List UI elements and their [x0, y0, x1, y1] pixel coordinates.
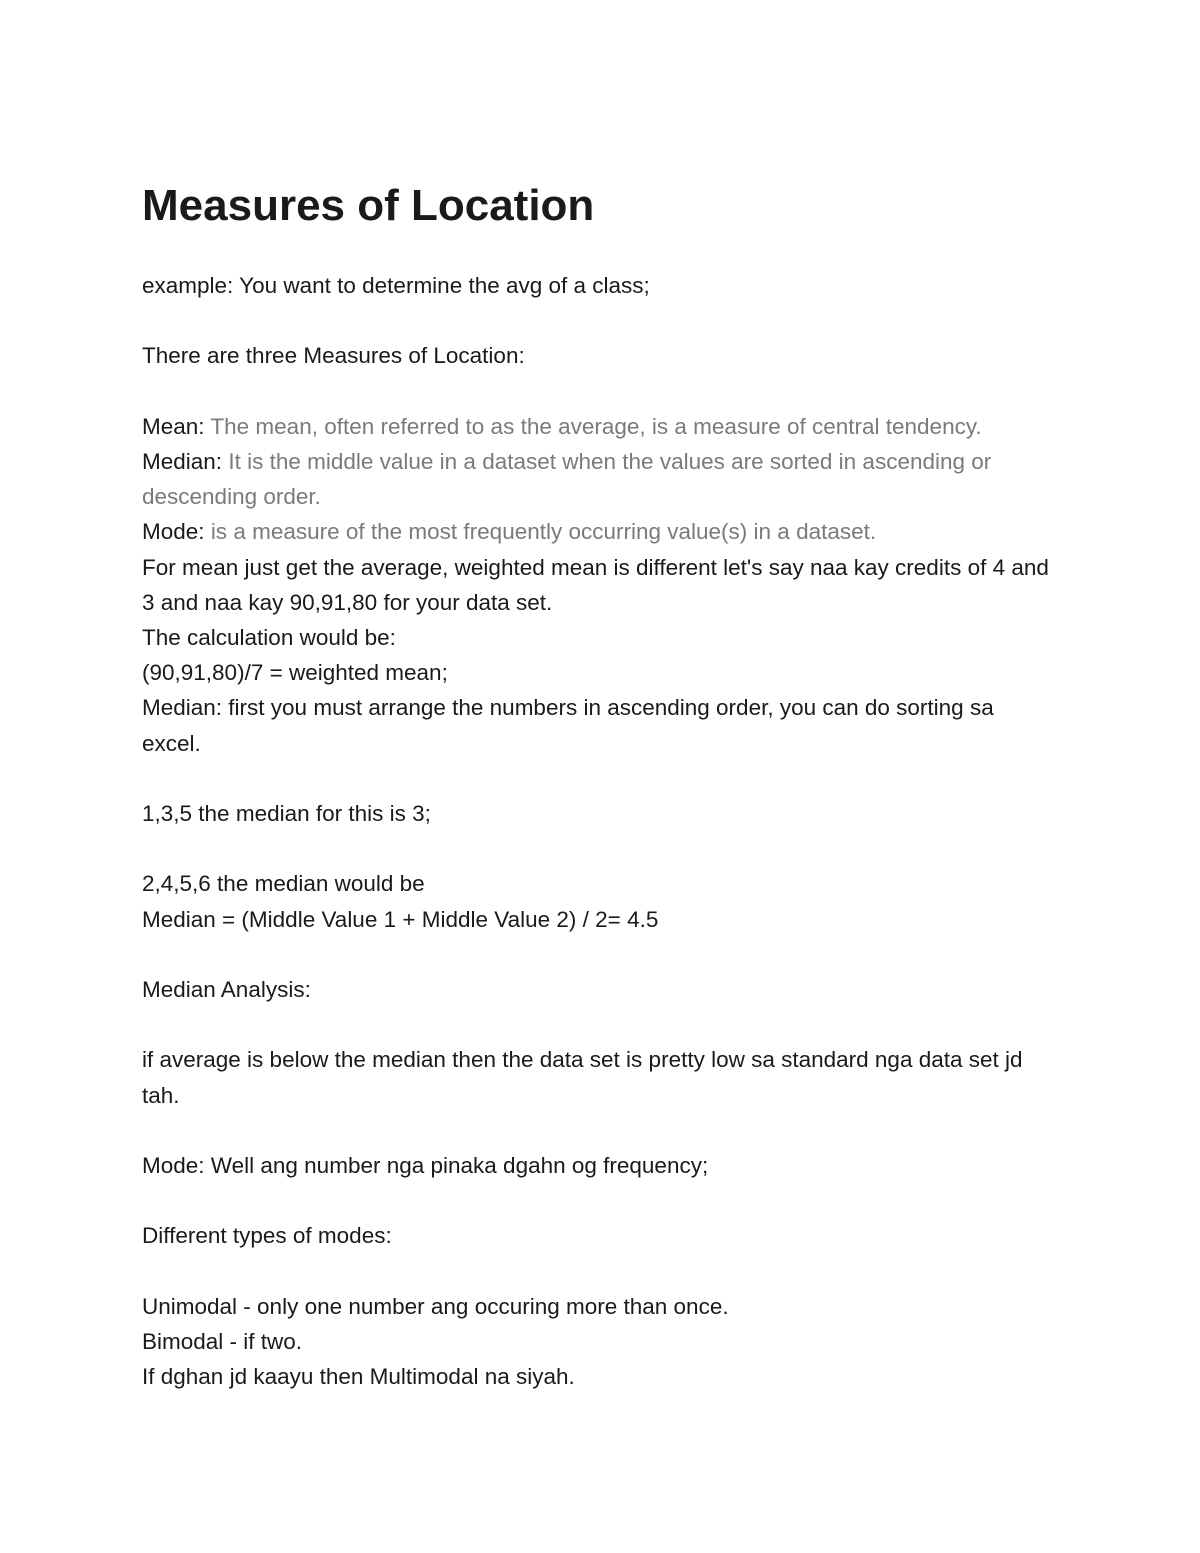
spacer — [142, 303, 1052, 338]
median-text: It is the middle value in a dataset when the values are sorted in ascending or descending order. — [142, 448, 992, 510]
mode-definition — [142, 514, 1052, 549]
spacer — [142, 831, 1052, 866]
spacer — [142, 1007, 1052, 1042]
median-even-example: 2,4,5,6 the median would be — [142, 871, 425, 897]
page-title: Measures of Location — [142, 181, 595, 230]
weighted-mean-line: For mean just get the average, weighted mean is different let's say naa kay credits of 4 and 3 and naa kay 90,91,80 for your data set. — [142, 554, 1049, 615]
three-measures-line: There are three Measures of Location: — [142, 343, 525, 369]
spacer — [142, 937, 1052, 972]
mean-label: Mean: — [142, 413, 205, 439]
mode-types-heading: Different types of modes: — [142, 1223, 392, 1249]
mode-label: Mode: — [142, 519, 205, 545]
median-definition — [142, 444, 1052, 514]
bimodal-line: Bimodal - if two. — [142, 1328, 303, 1354]
median-formula: Median = (Middle Value 1 + Middle Value 2) / 2= 4.5 — [142, 906, 659, 932]
calculation-label: The calculation would be: — [142, 625, 396, 650]
median-analysis-heading: Median Analysis: — [142, 976, 311, 1002]
calculation-formula: (90,91,80)/7 = weighted mean; — [142, 660, 448, 686]
unimodal-line: Unimodal - only one number ang occuring more than once. — [142, 1293, 729, 1319]
spacer — [142, 1183, 1052, 1218]
mode-text: is a measure of the most frequently occurring value(s) in a dataset. — [210, 519, 877, 545]
mean-text: The mean, often referred to as the average, is a measure of central tendency. — [210, 413, 982, 439]
multimodal-line: If dghan jd kaayu then Multimodal na siyah. — [142, 1364, 575, 1390]
spacer — [142, 761, 1052, 796]
median-analysis-text: if average is below the median then the data set is pretty low sa standard nga data set jd tah. — [142, 1047, 1023, 1108]
mode-explanation: Mode: Well ang number nga pinaka dgahn og frequency; — [142, 1152, 709, 1178]
example-line: example: You want to determine the avg of a class; — [142, 273, 650, 298]
median-odd-example: 1,3,5 the median for this is 3; — [142, 801, 431, 826]
document-body — [142, 268, 1052, 1394]
spacer — [142, 1113, 1052, 1148]
spacer — [142, 1254, 1052, 1289]
median-instruction: Median: first you must arrange the numbers in ascending order, you can do sorting sa excel. — [142, 695, 994, 756]
median-label: Median: — [142, 448, 223, 474]
spacer — [142, 374, 1052, 409]
mean-definition — [142, 409, 1052, 444]
